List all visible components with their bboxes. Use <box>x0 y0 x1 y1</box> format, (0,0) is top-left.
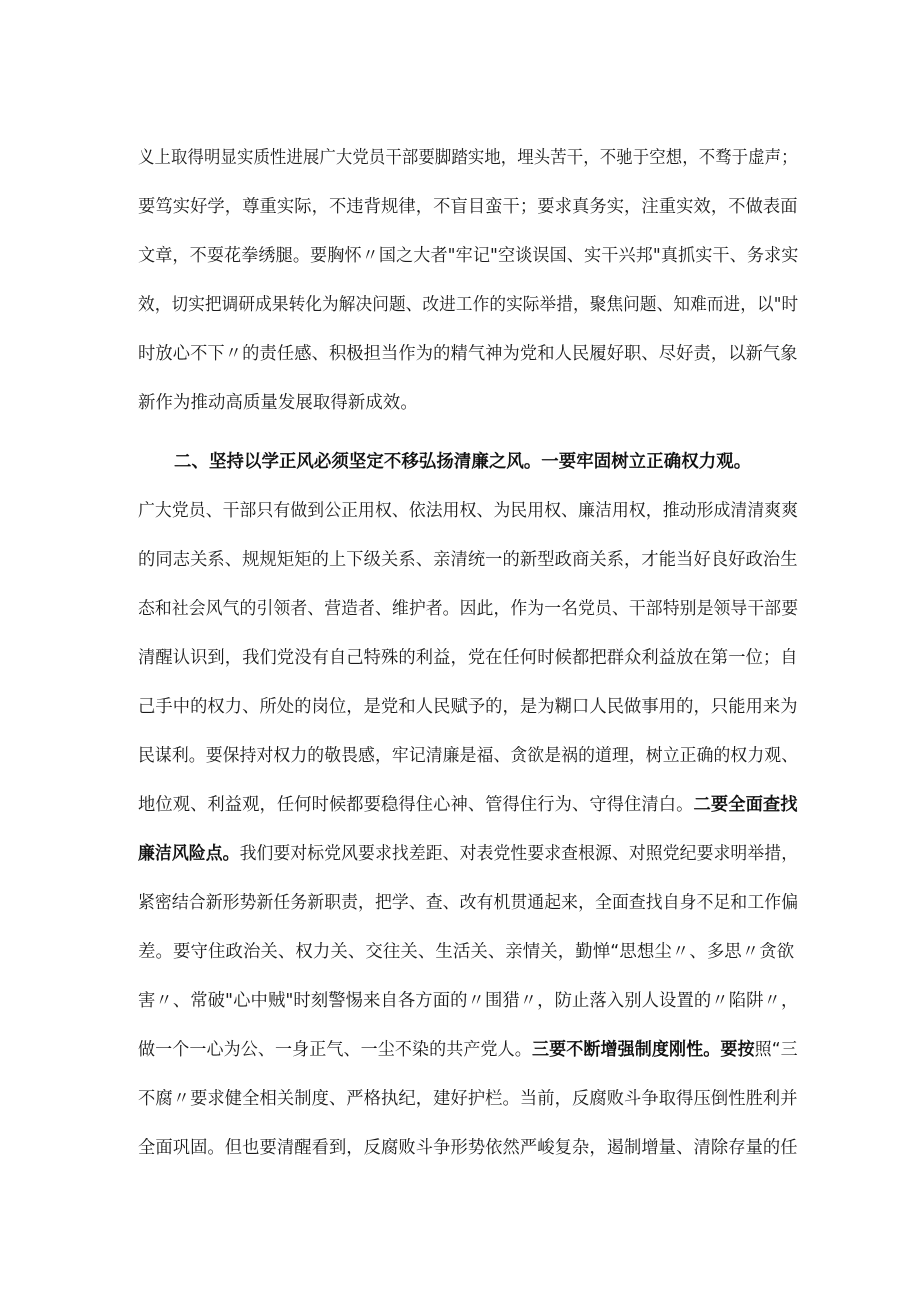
text-line: 差。要守住政治关、权力关、交往关、生活关、亲情关，勤惮“思想尘〃、多思〃贪欲 <box>138 942 795 962</box>
text-line: 紧密结合新形势新任务新职责，把学、查、改有机贯通起来，全面查找自身不足和工作偏 <box>138 893 799 913</box>
bold-text-run: 三要不断增强制度刚性。要按 <box>531 1040 755 1060</box>
text-line: 效，切实把调研成果转化为解决问题、改进工作的实际举措，聚焦问题、知难而进，以"时 <box>138 295 799 315</box>
section-heading: 二、坚持以学正风必须坚定不移弘扬清廉之风。一要牢固树立正确权力观。 <box>174 452 752 472</box>
text-run: 照“三 <box>754 1040 798 1060</box>
text-line-mixed <box>138 1039 798 1061</box>
bold-text-run: 廉洁风险点。 <box>138 844 240 864</box>
text-line: 己手中的权力、所处的岗位，是党和人民赋予的，是为糊口人民做事用的，只能用来为 <box>138 697 798 717</box>
text-line: 新作为推动高质量发展取得新成效。 <box>138 393 418 413</box>
text-line: 时放心不下〃的责任感、积极担当作为的精气神为党和人民履好职、尽好责，以新气象 <box>138 344 798 364</box>
text-run: 做一个一心为公、一身正气、一尘不染的共产党人。 <box>138 1040 532 1060</box>
text-line: 民谋利。要保持对权力的敬畏感，牢记清廉是福、贪欲是祸的道理，树立正确的权力观、 <box>138 746 799 766</box>
text-line: 全面巩固。但也要清醒看到，反腐败斗争形势依然严峻复杂，遏制增量、清除存量的任 <box>138 1138 798 1158</box>
text-line: 害〃、常破"心中贼"时刻警惕来自各方面的〃围猎〃，防止落入别人设置的〃陷阱〃， <box>138 991 799 1011</box>
text-line: 广大党员、干部只有做到公正用权、依法用权、为民用权、廉洁用权，推动形成清清爽爽 <box>138 501 799 521</box>
bold-text-run: 二要全面查找 <box>693 795 798 815</box>
text-line: 态和社会风气的引领者、营造者、维护者。因此，作为一名党员、干部特别是领导干部要 <box>138 599 799 619</box>
text-line-mixed <box>138 843 799 865</box>
text-line: 要笃实好学，尊重实际，不违背规律，不盲目蛮干；要求真务实，注重实效，不做表面 <box>138 197 798 217</box>
text-line-mixed <box>138 794 798 816</box>
text-line: 义上取得明显实质性进展广大党员干部要脚踏实地，埋头苦干，不驰于空想，不骛于虚声； <box>138 148 798 168</box>
text-line: 不腐〃要求健全相关制度、严格执纪，建好护栏。当前，反腐败斗争取得压倒性胜利并 <box>138 1089 798 1109</box>
text-run: 地位观、利益观，任何时候都要稳得住心神、管得住行为、守得住清白。 <box>138 795 694 815</box>
text-line: 文章，不耍花拳绣腿。要胸怀〃国之大者"牢记"空谈误国、实干兴邦"真抓实干、务求实 <box>138 246 799 266</box>
text-line: 的同志关系、规规矩矩的上下级关系、亲清统一的新型政商关系，才能当好良好政治生 <box>138 550 798 570</box>
text-run: 我们要对标党风要求找差距、对表党性要求查根源、对照党纪要求明举措， <box>239 844 799 864</box>
text-line: 清醒认识到，我们党没有自己特殊的利益，党在任何时候都把群众利益放在第一位；自 <box>138 648 798 668</box>
